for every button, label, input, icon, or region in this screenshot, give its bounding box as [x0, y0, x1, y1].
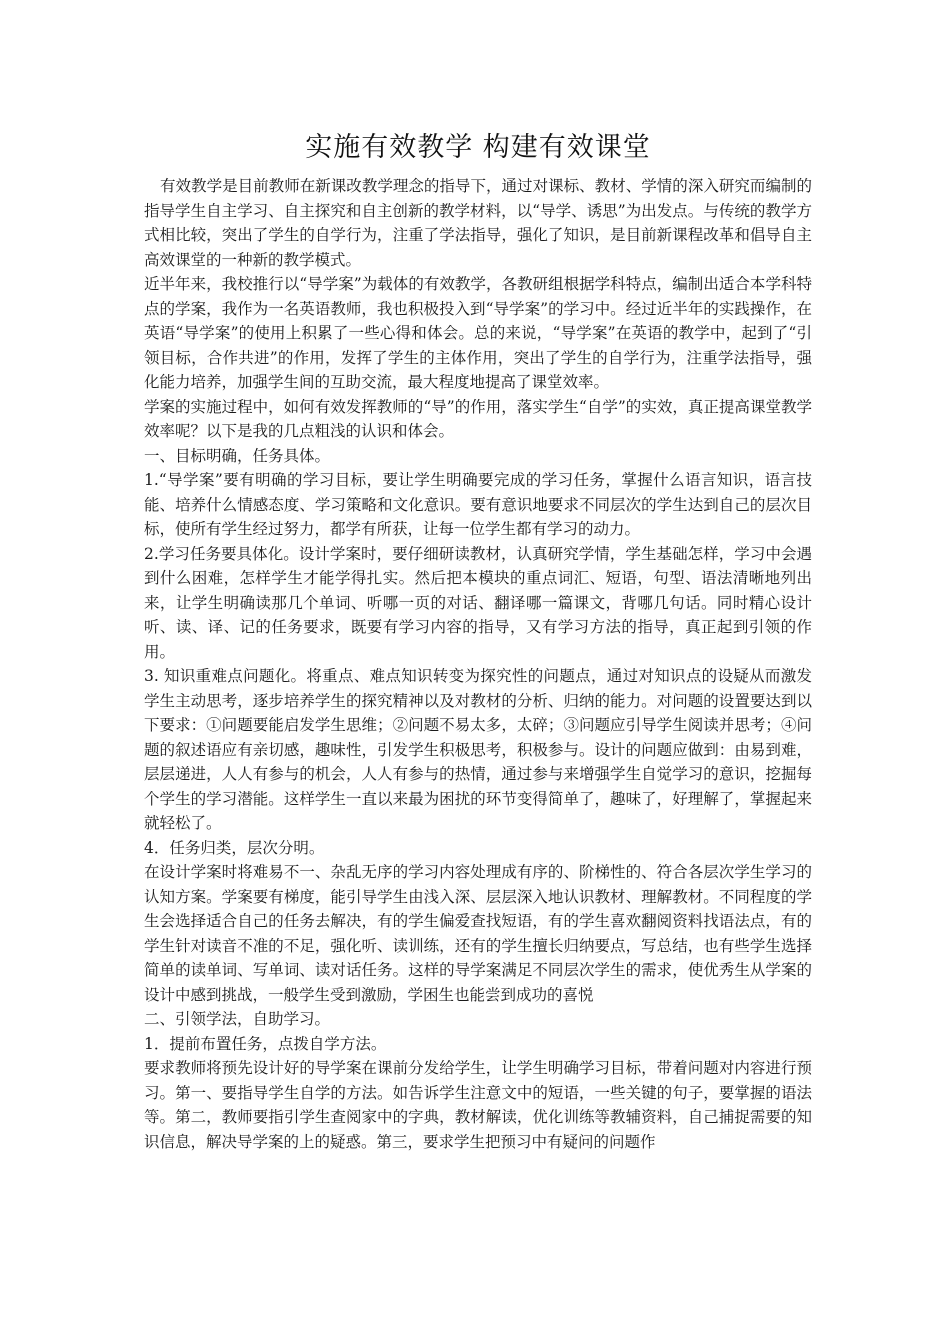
section-heading-1: 一、目标明确，任务具体。: [144, 446, 331, 465]
paragraph-subheading-1: 1．提前布置任务，点拨自学方法。: [144, 1034, 387, 1053]
document-page: [144, 128, 812, 1154]
paragraph-item-1: 1.“导学案”要有明确的学习目标，要让学生明确要完成的学习任务，掌握什么语言知识，语言技能、培养什么情感态度、学习策略和文化意识。要有意识地要求不同层次的学生达到自己的层次目标，使所有学生经过努力，都学有所获，让每一位学生都有学习的动力。: [144, 471, 812, 538]
paragraph-background: 近半年来，我校推行以“导学案”为载体的有效教学，各教研组根据学科特点，编制出适合本学科特点的学案，我作为一名英语教师，我也积极投入到“导学案”的学习中。经过近半年的实践操作，在英语“导学案”的使用上积累了一些心得和体会。总的来说，“导学案”在英语的教学中，起到了“引领目标，合作共进”的作用，发挥了学生的主体作用，突出了学生的自学行为，注重学法指导，强化能力培养，加强学生间的互助交流，最大程度地提高了课堂效率。: [144, 275, 812, 391]
paragraph-item-4-heading: 4．任务归类，层次分明。: [144, 838, 325, 857]
paragraph-intro: 有效教学是目前教师在新课改教学理念的指导下，通过对课标、教材、学情的深入研究而编制的指导学生自主学习、自主探究和自主创新的教学材料，以“导学、诱思”为出发点。与传统的教学方式相比较，突出了学生的自学行为，注重了学法指导，强化了知识，是目前新课程改革和倡导自主高效课堂的一种新的教学模式。: [144, 177, 812, 269]
paragraph-item-3: 3. 知识重难点问题化。将重点、难点知识转变为探究性的问题点，通过对知识点的设疑从而激发学生主动思考，逐步培养学生的探究精神以及对教材的分析、归纳的能力。对问题的设置要达到以下要求：①问题要能启发学生思维；②问题不易太多，太碎；③问题应引导学生阅读并思考；④问题的叙述语应有亲切感，趣味性，引发学生积极思考，积极参与。设计的问题应做到：由易到难，层层递进，人人有参与的机会，人人有参与的热情，通过参与来增强学生自觉学习的意识，挖掘每个学生的学习潜能。这样学生一直以来最为困扰的环节变得简单了，趣味了，好理解了，掌握起来就轻松了。: [144, 667, 812, 832]
paragraph-item-4-body: 在设计学案时将难易不一、杂乱无序的学习内容处理成有序的、阶梯性的、符合各层次学生学习的认知方案。学案要有梯度，能引导学生由浅入深、层层深入地认识教材、理解教材。不同程度的学生会选择适合自己的任务去解决，有的学生偏爱查找短语，有的学生喜欢翻阅资料找语法点，有的学生针对读音不准的不足，强化听、读训练，还有的学生擅长归纳要点，写总结，也有些学生选择简单的读单词、写单词、读对话任务。这样的导学案满足不同层次学生的需求，使优秀生从学案的设计中感到挑战，一般学生受到激励，学困生也能尝到成功的喜悦: [144, 863, 812, 1004]
paragraph-question: 学案的实施过程中，如何有效发挥教师的“导”的作用，落实学生“自学”的实效，真正提高课堂教学效率呢？以下是我的几点粗浅的认识和体会。: [144, 397, 812, 440]
paragraph-item-2: 2.学习任务要具体化。设计学案时，要仔细研读教材，认真研究学情，学生基础怎样，学习中会遇到什么困难，怎样学生才能学得扎实。然后把本模块的重点词汇、短语，句型、语法清晰地列出来，让学生明确读那几个单词、听哪一页的对话、翻译哪一篇课文，背哪几句话。同时精心设计听、读、译、记的任务要求，既要有学习内容的指导，又有学习方法的指导，真正起到引领的作用。: [144, 544, 812, 661]
section-heading-2: 二、引领学法，自助学习。: [144, 1010, 331, 1028]
document-title: 实施有效教学 构建有效课堂: [305, 132, 651, 163]
paragraph-preview-method: 要求教师将预先设计好的导学案在课前分发给学生，让学生明确学习目标，带着问题对内容进行预习。第一、要指导学生自学的方法。如告诉学生注意文中的短语，一些关键的句子，要掌握的语法等。第二，教师要指引学生查阅家中的字典，教材解读，优化训练等教辅资料，自己捕捉需要的知识信息，解决导学案的上的疑惑。第三，要求学生把预习中有疑问的问题作: [144, 1059, 812, 1151]
